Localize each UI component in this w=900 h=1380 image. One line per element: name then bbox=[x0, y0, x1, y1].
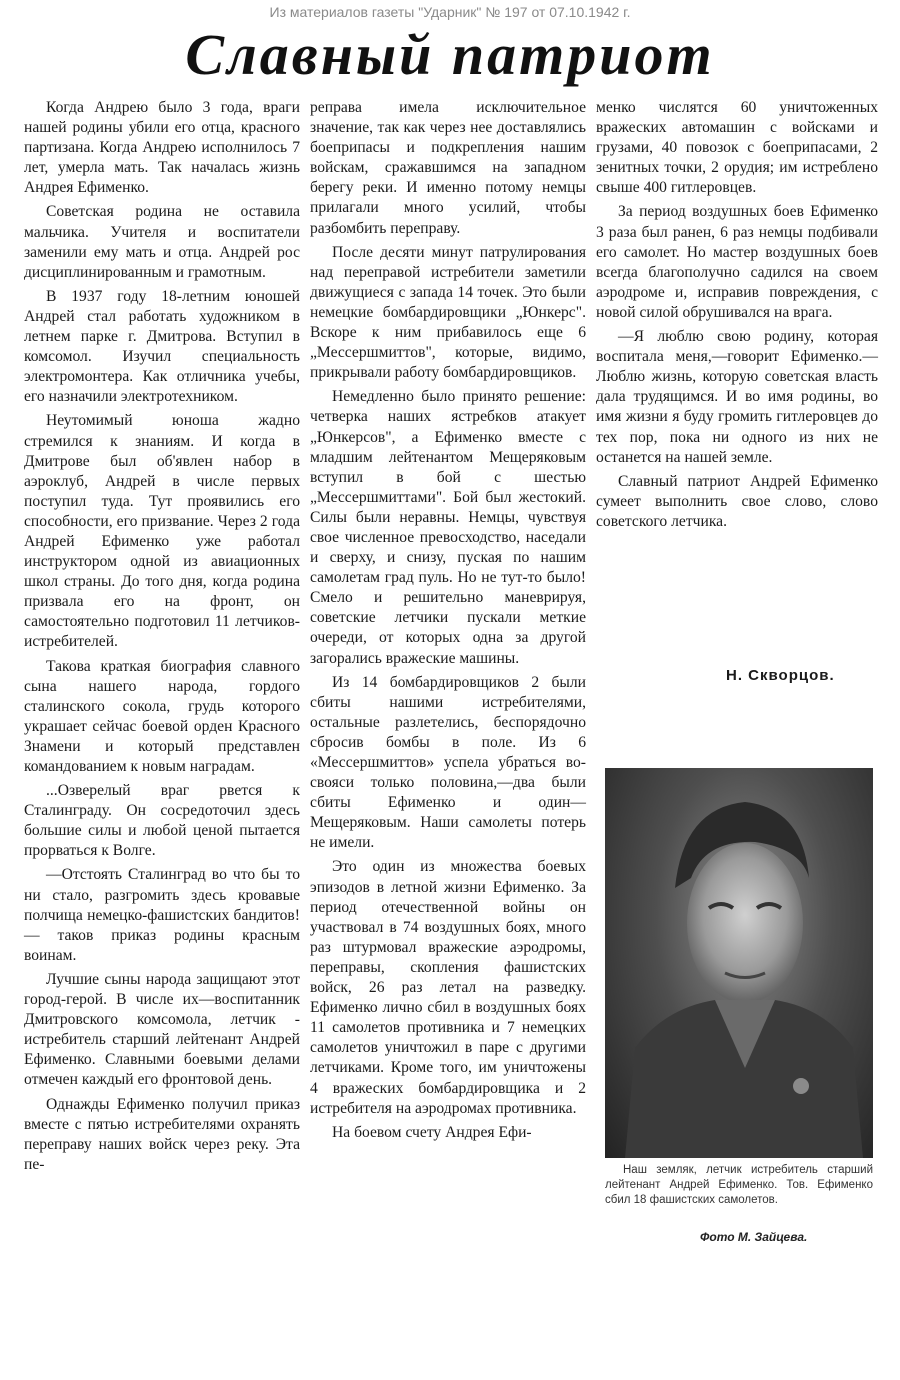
paragraph: За период воздушных боев Ефименко 3 раза был ранен, 6 раз немцы подбивали его самолет. Но мастер воздушных боев всегда благополучно садился на своем аэродроме и, исправив повреждения, с новой силой обрушивался на врага. bbox=[596, 203, 878, 321]
paragraph: Лучшие сыны народа защищают этот город-герой. В числе их—воспитанник Дмитровского комсомола, летчик - истребитель старший лейтенант Андрей Ефименко. Славными боевыми делами отмечен каждый его фронтовой день. bbox=[24, 970, 300, 1089]
paragraph: Однажды Ефименко получил приказ вместе с пятью истребителями охранять переправу наших войск через реку. Эта пе- bbox=[24, 1095, 300, 1173]
paragraph: Славный патриот Андрей Ефименко сумеет выполнить свое слово, слово советского летчика. bbox=[596, 472, 878, 530]
paragraph: Такова краткая биография славного сына нашего народа, гордого сталинского сокола, грудь которого украшает сейчас боевой орден Красного Знамени и который представлен командованием к новым наградам. bbox=[24, 657, 300, 775]
paragraph: После десяти минут патрулирования над переправой истребители заметили движущиеся с запада 14 точек. Это были немецкие бомбардировщики „Юнкерс". Вскоре к ним прибавилось еще 6 „Мессершмиттов", которые, видимо, прикрывали работу бомбардировщиков. bbox=[310, 243, 586, 382]
paragraph: Это один из множества боевых эпизодов в летной жизни Ефименко. За период отечественной войны он участвовал в 74 воздушных боях, много раз штурмовал вражеские аэродромы, переправы, скопления фашистских войск, 26 раз летал на разведку. Ефименко лично сбил в воздушных боях 11 самолетов противника и 7 немецких самолетов уничтожил в паре с другими летчиками. Кроме того, им уничтожены 4 вражеских бомбардировщика и 2 истребителя на аэродромах противника. bbox=[310, 858, 586, 1117]
paragraph: Из 14 бомбардировщиков 2 были сбиты нашими истребителями, остальные разлетелись, беспорядочно сбросив бомбы в поле. Из 6 «Мессершмиттов» успела убраться во-свояси только половина,—два были сбиты Ефименко и один—Мещеряковым. Наши самолеты потерь не имели. bbox=[310, 673, 586, 852]
headline: Славный патриот bbox=[185, 22, 715, 87]
paragraph: менко числятся 60 уничтоженных вражеских автомашин с войсками и грузами, 40 повозок с боеприпасами, 2 зенитных точки, 2 орудия; им истреблено свыше 400 гитлеровцев. bbox=[596, 99, 878, 197]
portrait-silhouette-icon bbox=[605, 768, 873, 1158]
author-byline: Н. Скворцов. bbox=[726, 667, 835, 684]
paragraph: ...Озверелый враг рвется к Сталинграду. Он сосредоточил здесь большие силы и любой ценой пытается прорваться к Волге. bbox=[24, 782, 300, 860]
pilot-portrait-photo bbox=[605, 768, 873, 1158]
article-column-2 bbox=[310, 98, 586, 1147]
photo-caption: Наш земляк, летчик истребитель старший лейтенант Андрей Ефименко. Тов. Ефименко сбил 18 фашистских самолетов. bbox=[605, 1164, 873, 1206]
paragraph: реправа имела исключительное значение, так как через нее доставлялись боеприпасы и подкрепления нашим войскам, сражавшимся на западном берегу реки. И именно потому немцы прилагали много усилий, чтобы разбомбить переправу. bbox=[310, 99, 586, 237]
paragraph: —Я люблю свою родину, которая воспитала меня,—говорит Ефименко.—Люблю жизнь, которую советская власть дала трудящимся. И во имя родины, во имя жизни я буду громить гитлеровцев до тех пор, пока ни одного из них не останется на нашей земле. bbox=[596, 328, 878, 466]
article-column-3 bbox=[596, 98, 878, 536]
paragraph: Неутомимый юноша жадно стремился к знаниям. И когда в Дмитрове был об'явлен набор в аэроклуб, Андрей в числе первых поступил туда. Тут проявились его способности, его призвание. Через 2 года Андрей Ефименко уже работал инструктором одной из авиационных школ страны. До того дня, когда родина призвала его на фронт, он самостоятельно подготовил 11 летчиков-истребителей. bbox=[24, 412, 300, 651]
paragraph: Немедленно было принято решение: четверка наших ястребков атакует „Юнкерсов", а Ефименко вместе с младшим лейтенантом Мещеряковым вступил в бой с шестью „Мессершмиттами". Бой был жестокий. Силы были неравны. Немцы, чувствуя свое численное превосходство, наседали и сверху, и снизу, пуская по нашим самолетам град пуль. Но не тут-то было! Смело и решительно маневрируя, советские летчики пускали меткие очереди, от которых одна за другой загорались вражеские машины. bbox=[310, 388, 586, 667]
paragraph: В 1937 году 18-летним юношей Андрей стал работать художником в летнем парке г. Дмитрова. Вступил в комсомол. Изучил специальность электромонтера. Как отличника учебы, его назначили электротехником. bbox=[24, 287, 300, 406]
paragraph: Когда Андрею было 3 года, враги нашей родины убили его отца, красного партизана. Когда Андрею исполнилось 7 лет, умерла мать. Так началась жизнь Андрея Ефименко. bbox=[24, 99, 300, 197]
paragraph: —Отстоять Сталинград во что бы то ни стало, разгромить здесь кровавые полчища немецко-фашистских бандитов!— таков приказ родины красным воинам. bbox=[24, 866, 300, 964]
source-line: Из материалов газеты "Ударник" № 197 от 07.10.1942 г. bbox=[269, 4, 631, 20]
paragraph: Советская родина не оставила мальчика. Учителя и воспитатели заменили ему мать и отца. Андрей рос дисциплинированным и грамотным. bbox=[24, 203, 300, 281]
photo-credit: Фото М. Зайцева. bbox=[700, 1230, 808, 1244]
article-column-1 bbox=[24, 98, 300, 1179]
paragraph: На боевом счету Андрея Ефи- bbox=[332, 1123, 532, 1141]
